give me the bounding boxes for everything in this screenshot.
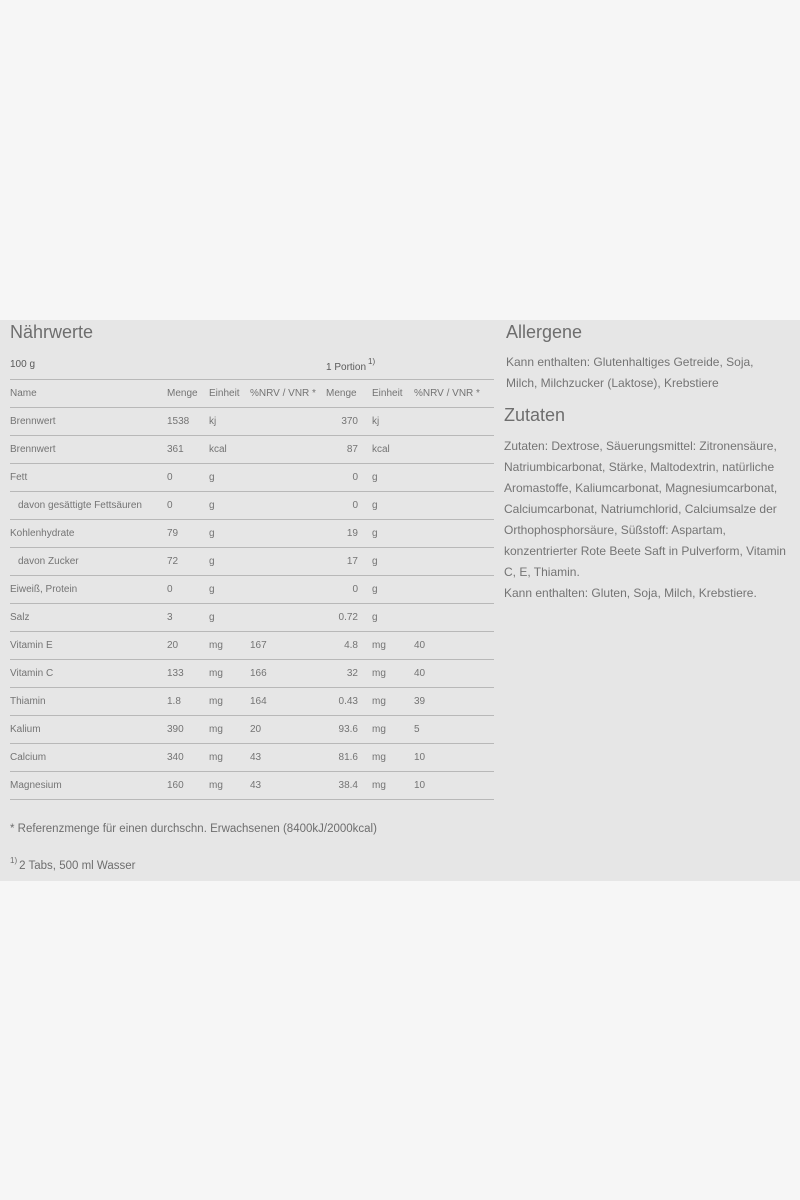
cell-nrv-100g xyxy=(250,520,326,548)
cell-einheit-portion: g xyxy=(372,492,414,520)
cell-menge-portion: 4.8 xyxy=(326,632,372,660)
allergene-title: Allergene xyxy=(506,322,583,342)
cell-name: Kalium xyxy=(10,716,167,744)
cell-einheit-100g: g xyxy=(209,576,250,604)
cell-einheit-portion: mg xyxy=(372,632,414,660)
cell-nrv-portion: 40 xyxy=(414,660,494,688)
cell-einheit-100g: g xyxy=(209,492,250,520)
cell-name: Brennwert xyxy=(10,408,167,436)
cell-menge-portion: 0 xyxy=(326,492,372,520)
cell-menge-100g: 390 xyxy=(167,716,209,744)
cell-name: Eiweiß, Protein xyxy=(10,576,167,604)
cell-nrv-portion xyxy=(414,436,494,464)
reference-footnote: * Referenzmenge für einen durchschn. Erwachsenen (8400kJ/2000kcal) xyxy=(10,823,377,835)
cell-menge-100g: 340 xyxy=(167,744,209,772)
table-group-row xyxy=(10,350,494,380)
cell-name: Brennwert xyxy=(10,436,167,464)
cell-name: Calcium xyxy=(10,744,167,772)
cell-menge-portion: 17 xyxy=(326,548,372,576)
cell-einheit-portion: g xyxy=(372,548,414,576)
cell-menge-portion: 0.43 xyxy=(326,688,372,716)
cell-menge-100g: 1.8 xyxy=(167,688,209,716)
cell-einheit-100g: mg xyxy=(209,632,250,660)
cell-menge-portion: 19 xyxy=(326,520,372,548)
cell-einheit-portion: g xyxy=(372,604,414,632)
table-row xyxy=(10,576,494,604)
cell-menge-100g: 3 xyxy=(167,604,209,632)
cell-nrv-portion: 10 xyxy=(414,744,494,772)
table-row xyxy=(10,548,494,576)
cell-einheit-portion: mg xyxy=(372,716,414,744)
cell-menge-portion: 0.72 xyxy=(326,604,372,632)
portion-footnote-text: 2 Tabs, 500 ml Wasser xyxy=(19,860,136,872)
cell-nrv-portion xyxy=(414,576,494,604)
cell-nrv-portion: 40 xyxy=(414,632,494,660)
cell-menge-portion: 81.6 xyxy=(326,744,372,772)
cell-nrv-100g: 164 xyxy=(250,688,326,716)
cell-menge-100g: 0 xyxy=(167,576,209,604)
cell-einheit-portion: kcal xyxy=(372,436,414,464)
table-row xyxy=(10,716,494,744)
cell-einheit-100g: g xyxy=(209,464,250,492)
table-row xyxy=(10,492,494,520)
cell-einheit-100g: g xyxy=(209,548,250,576)
naehrwerte-title: Nährwerte xyxy=(10,322,94,342)
table-row xyxy=(10,604,494,632)
cell-name: Magnesium xyxy=(10,772,167,800)
cell-nrv-100g xyxy=(250,548,326,576)
header-nrv-100g: %NRV / VNR * xyxy=(250,380,326,408)
portion-footnote-sup: 1) xyxy=(10,856,18,865)
cell-menge-portion: 370 xyxy=(326,408,372,436)
cell-nrv-portion xyxy=(414,492,494,520)
cell-einheit-portion: g xyxy=(372,520,414,548)
cell-nrv-100g xyxy=(250,464,326,492)
cell-menge-portion: 0 xyxy=(326,464,372,492)
cell-menge-100g: 1538 xyxy=(167,408,209,436)
zutaten-text: Zutaten: Dextrose, Säuerungsmittel: Zitronensäure, Natriumbicarbonat, Stärke, Maltodextrin, natürliche Aromastoffe, Kaliumcarbonat, Magnesiumcarbonat, Calciumcarbonat, Natriumchlorid, Calciumsalze der Orthophosphorsäure, Süßstoff: Aspartam, konzentrierter Rote Beete Saft in Pulverform, Vitamin C, E, Thiamin. xyxy=(504,439,786,579)
table-row xyxy=(10,408,494,436)
portion-footnote-marker: 1) xyxy=(368,356,376,366)
cell-einheit-100g: mg xyxy=(209,744,250,772)
table-row xyxy=(10,688,494,716)
cell-nrv-portion xyxy=(414,408,494,436)
cell-name: davon gesättigte Fettsäuren xyxy=(10,492,167,520)
header-nrv-portion: %NRV / VNR * xyxy=(414,380,494,408)
cell-nrv-portion xyxy=(414,548,494,576)
table-row xyxy=(10,436,494,464)
cell-menge-portion: 32 xyxy=(326,660,372,688)
cell-menge-100g: 0 xyxy=(167,492,209,520)
table-header-row xyxy=(10,380,494,408)
cell-name: Fett xyxy=(10,464,167,492)
cell-nrv-100g xyxy=(250,576,326,604)
cell-nrv-100g xyxy=(250,604,326,632)
cell-name: davon Zucker xyxy=(10,548,167,576)
cell-einheit-100g: g xyxy=(209,604,250,632)
cell-einheit-portion: mg xyxy=(372,772,414,800)
cell-nrv-portion: 5 xyxy=(414,716,494,744)
cell-nrv-portion xyxy=(414,520,494,548)
table-row xyxy=(10,772,494,800)
cell-nrv-portion: 10 xyxy=(414,772,494,800)
cell-name: Thiamin xyxy=(10,688,167,716)
nutrition-table xyxy=(10,350,494,800)
cell-nrv-100g xyxy=(250,408,326,436)
cell-einheit-portion: g xyxy=(372,576,414,604)
table-row xyxy=(10,464,494,492)
cell-menge-100g: 160 xyxy=(167,772,209,800)
cell-nrv-portion: 39 xyxy=(414,688,494,716)
cell-einheit-portion: g xyxy=(372,464,414,492)
table-row xyxy=(10,520,494,548)
cell-einheit-100g: mg xyxy=(209,660,250,688)
nutrition-body xyxy=(10,408,494,800)
cell-menge-100g: 0 xyxy=(167,464,209,492)
table-row xyxy=(10,632,494,660)
cell-nrv-100g: 43 xyxy=(250,772,326,800)
header-einheit-100g: Einheit xyxy=(209,380,250,408)
table-row xyxy=(10,744,494,772)
allergene-text: Kann enthalten: Glutenhaltiges Getreide, Soja, Milch, Milchzucker (Laktose), Krebstiere xyxy=(506,355,754,390)
cell-einheit-100g: mg xyxy=(209,772,250,800)
cell-menge-portion: 38.4 xyxy=(326,772,372,800)
portion-footnote xyxy=(10,856,135,872)
header-menge-100g: Menge xyxy=(167,380,209,408)
cell-einheit-100g: mg xyxy=(209,688,250,716)
cell-nrv-100g xyxy=(250,436,326,464)
cell-nrv-portion xyxy=(414,604,494,632)
cell-nrv-100g: 167 xyxy=(250,632,326,660)
header-menge-portion: Menge xyxy=(326,380,372,408)
cell-menge-portion: 0 xyxy=(326,576,372,604)
group-100g: 100 g xyxy=(10,350,326,380)
cell-nrv-100g xyxy=(250,492,326,520)
cell-menge-portion: 87 xyxy=(326,436,372,464)
cell-menge-portion: 93.6 xyxy=(326,716,372,744)
cell-menge-100g: 79 xyxy=(167,520,209,548)
cell-nrv-portion xyxy=(414,464,494,492)
cell-einheit-portion: kj xyxy=(372,408,414,436)
table-row xyxy=(10,660,494,688)
cell-name: Vitamin E xyxy=(10,632,167,660)
cell-einheit-100g: mg xyxy=(209,716,250,744)
zutaten-allergen-note: Kann enthalten: Gluten, Soja, Milch, Krebstiere. xyxy=(504,586,757,600)
header-name: Name xyxy=(10,380,167,408)
cell-menge-100g: 72 xyxy=(167,548,209,576)
cell-einheit-portion: mg xyxy=(372,688,414,716)
zutaten-title: Zutaten xyxy=(504,405,566,425)
cell-nrv-100g: 43 xyxy=(250,744,326,772)
cell-name: Kohlenhydrate xyxy=(10,520,167,548)
cell-menge-100g: 20 xyxy=(167,632,209,660)
cell-name: Salz xyxy=(10,604,167,632)
group-portion: 1 Portion$^{1)}$ xyxy=(326,350,494,380)
cell-einheit-portion: mg xyxy=(372,744,414,772)
cell-name: Vitamin C xyxy=(10,660,167,688)
cell-nrv-100g: 166 xyxy=(250,660,326,688)
cell-menge-100g: 361 xyxy=(167,436,209,464)
cell-einheit-100g: kcal xyxy=(209,436,250,464)
cell-einheit-100g: kj xyxy=(209,408,250,436)
product-info-panel xyxy=(0,320,800,881)
cell-nrv-100g: 20 xyxy=(250,716,326,744)
zutaten-block xyxy=(504,436,794,604)
header-einheit-portion: Einheit xyxy=(372,380,414,408)
cell-einheit-100g: g xyxy=(209,520,250,548)
cell-menge-100g: 133 xyxy=(167,660,209,688)
cell-einheit-portion: mg xyxy=(372,660,414,688)
